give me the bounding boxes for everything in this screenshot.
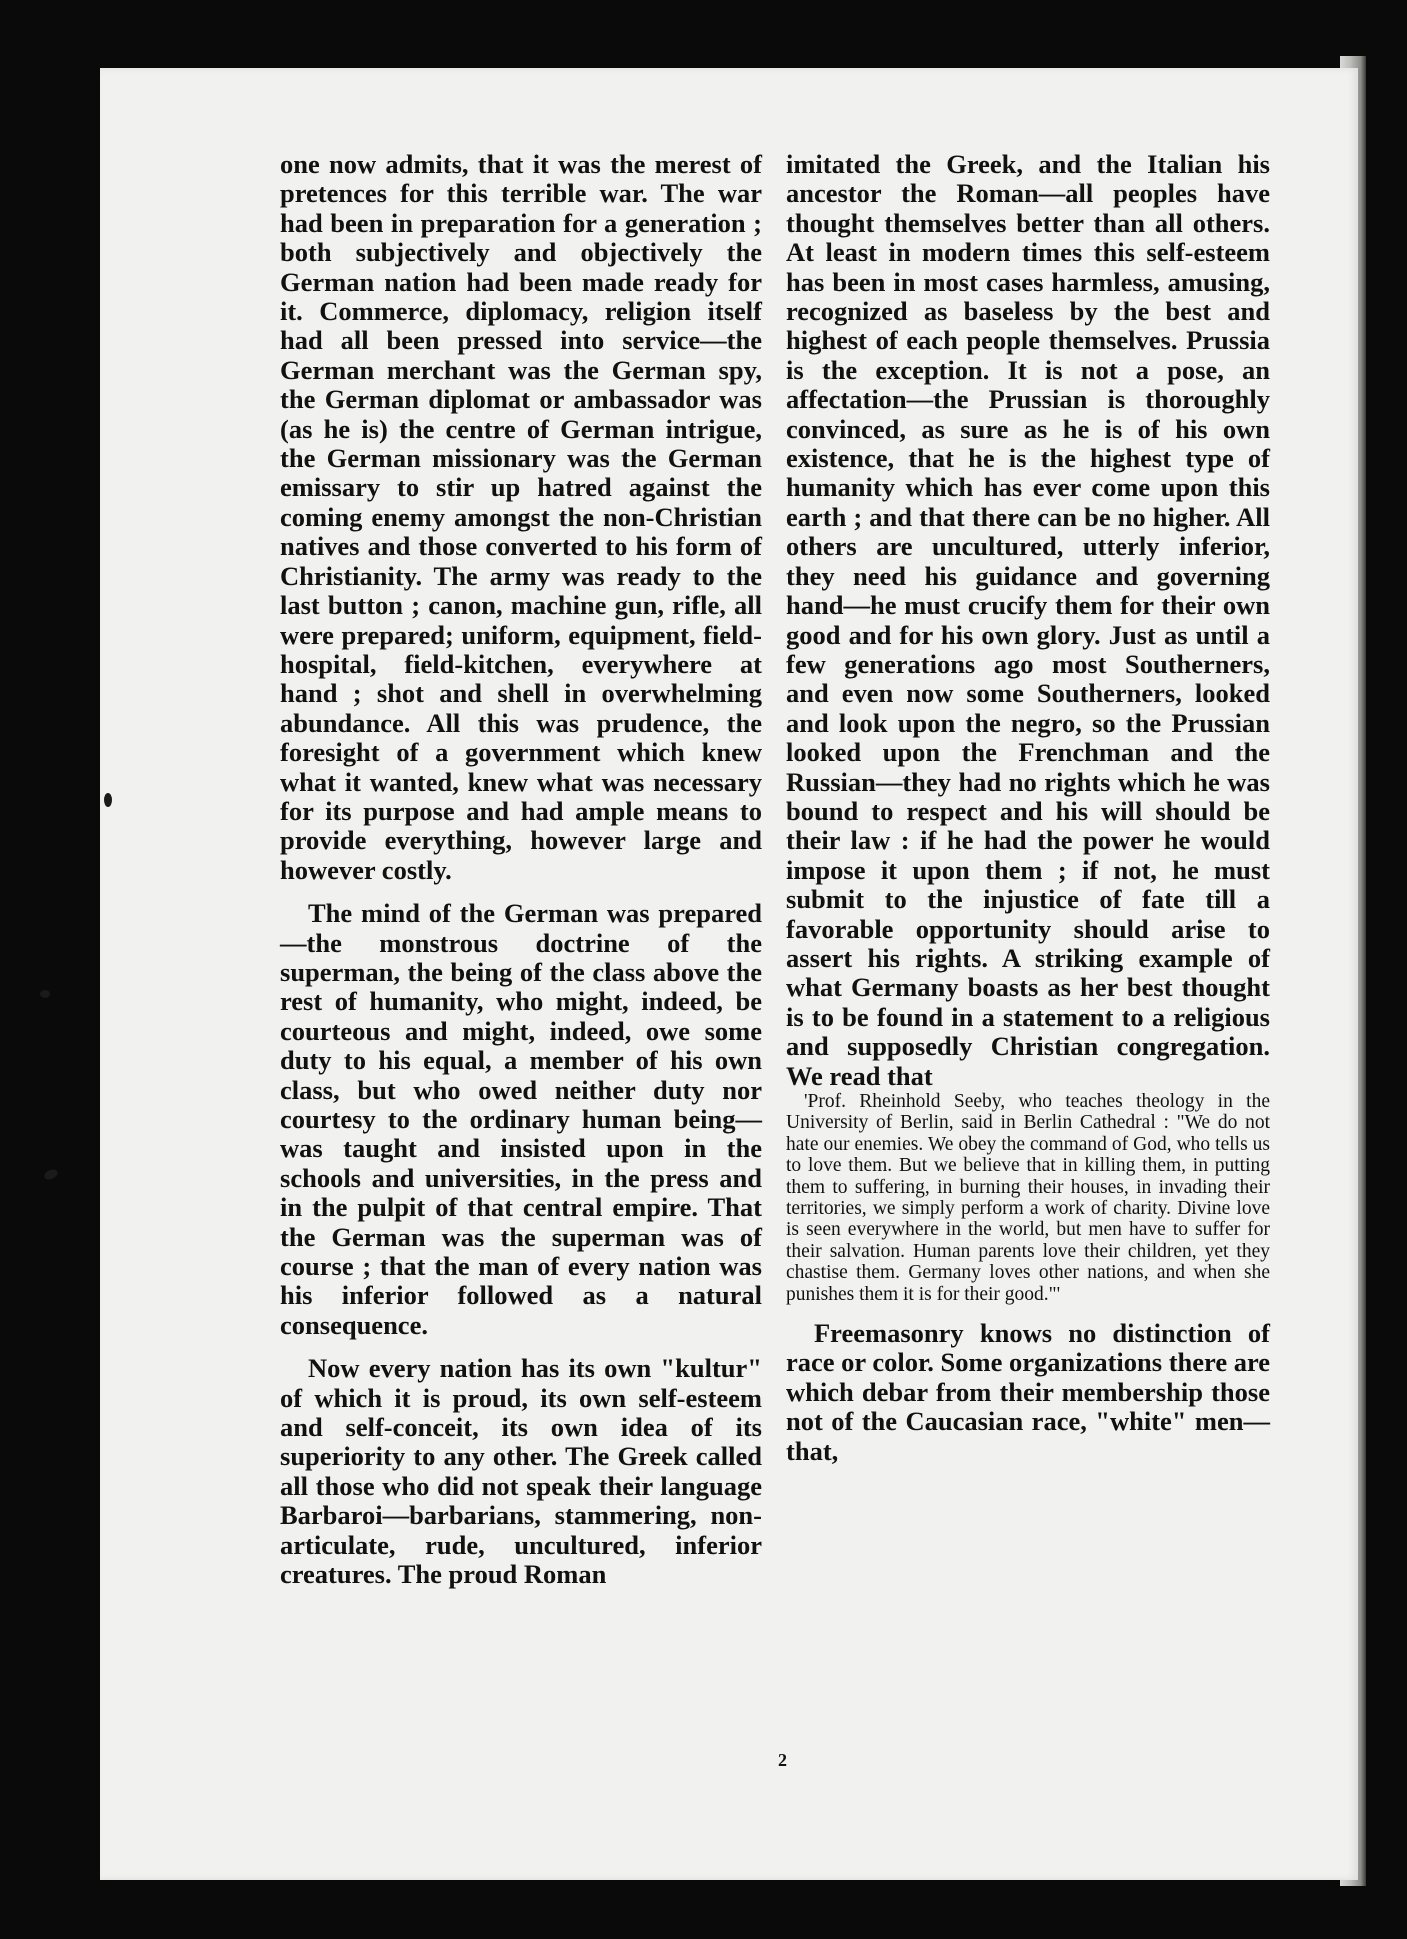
scan-speck [104,793,112,807]
left-column [280,150,762,1590]
paragraph: The mind of the German was prepared—the monstrous doctrine of the superman, the being of the class above the rest of humanity, who might, indeed, be courteous and might, indeed, owe some duty to his equal, a member of his own class, but who owed neither duty nor courtesy to the ordinary human being—was taught and insisted upon in the schools and universities, in the press and in the pulpit of that central empire. That the German was the superman was of course ; that the man of every nation was his inferior followed as a natural consequence. [280,898,762,1340]
scan-speck [40,990,50,998]
page-number: 2 [778,1750,787,1770]
paragraph: imitated the Greek, and the Italian his ancestor the Roman—all peoples have thought themselves better than all others. At least in modern times this self-esteem has been in most cases harmless, amusing, recognized as baseless by the best and highest of each people themselves. Prussia is the exception. It is not a pose, an affectation—the Prussian is thoroughly convinced, as sure as he is of his own existence, that he is the highest type of humanity which has ever come upon this earth ; and that there can be no higher. All others are uncultured, utterly inferior, they need his guidance and governing hand—he must crucify them for their own good and for his own glory. Just as until a few generations ago most Southerners, and even now some Southerners, looked and look upon the negro, so the Prussian looked upon the Frenchman and the Russian—they had no rights which he was bound to respect and his will should be their law : if he had the power he would impose it upon them ; if not, he must submit to the injustice of fate till a favorable opportunity should arise to assert his rights. A striking example of what Germany boasts as her best thought is to be found in a statement to a religious and supposedly Christian congregation. We read that [786,149,1270,1091]
paragraph: one now admits, that it was the merest of pretences for this terrible war. The war had been in preparation for a generation ; both subjectively and objectively the German nation had been made ready for it. Commerce, diplomacy, religion itself had all been pressed into service—the German merchant was the German spy, the German diplomat or ambassador was (as he is) the centre of German intrigue, the German missionary was the German emissary to stir up hatred against the coming enemy amongst the non-Christian natives and those converted to his form of Christianity. The army was ready to the last button ; canon, machine gun, rifle, all were prepared; uniform, equipment, field-hospital, field-kitchen, everywhere at hand ; shot and shell in overwhelming abundance. All this was prudence, the foresight of a government which knew what it wanted, knew what was necessary for its purpose and had ample means to provide everything, however large and however costly. [280,149,762,885]
right-column [786,150,1270,1466]
paragraph: Freemasonry knows no distinction of race or color. Some organizations there are which debar from their membership those not of the Caucasian race, "white" men—that, [786,1318,1271,1466]
scan-speck [43,1167,59,1181]
block-quote: 'Prof. Rheinhold Seeby, who teaches theology in the University of Berlin, said in Berlin Cathedral : "We do not hate our enemies. We obey the command of God, who tells us to love them. But we believe that in killing them, in putting them to suffering, in burning their houses, in invading their territories, we simply perform a work of charity. Divine love is seen everywhere in the world, but men have to suffer for their salvation. Human parents love their children, yet they chastise them. Germany loves other nations, and when she punishes them it is for their good."' [786,1091,1270,1305]
paragraph: Now every nation has its own "kultur" of which it is proud, its own self-esteem and self-conceit, its own idea of its superiority to any other. The Greek called all those who did not speak their language Barbaroi—barbarians, stammering, non-articulate, rude, uncultured, inferior creatures. The proud Roman [280,1353,762,1590]
